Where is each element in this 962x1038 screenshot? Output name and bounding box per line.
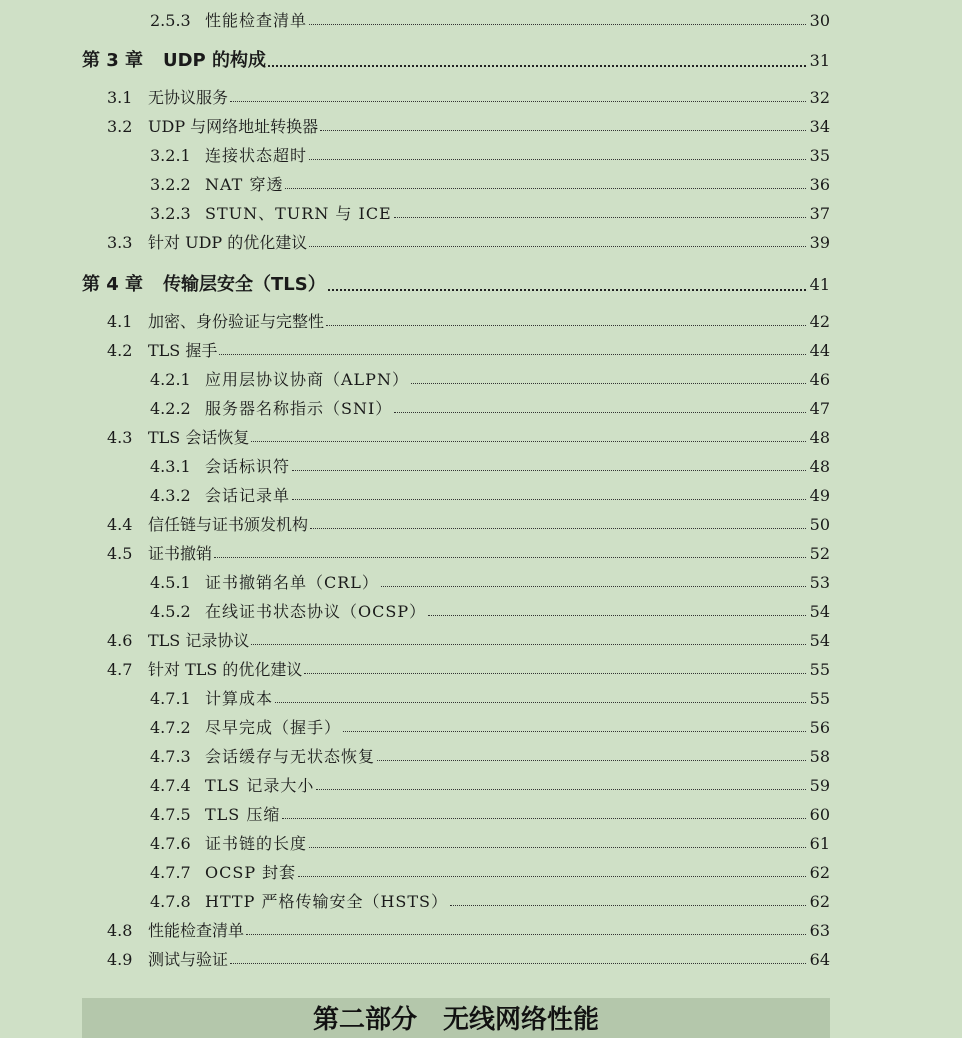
entry-title: TLS 握手: [148, 341, 218, 360]
entry-page-number: 54: [809, 631, 830, 650]
entry-page-number: 42: [809, 312, 830, 331]
dot-leader: [328, 289, 806, 291]
entry-number: 4.2: [107, 341, 133, 360]
toc-entry[interactable]: [0, 541, 830, 567]
dot-leader: [411, 383, 806, 384]
dot-leader: [394, 412, 806, 413]
entry-number: 4.7.7: [150, 863, 191, 882]
toc-entry[interactable]: [0, 744, 830, 770]
entry-title: 信任链与证书颁发机构: [148, 515, 309, 534]
entry-title: NAT 穿透: [205, 175, 284, 194]
toc-entry[interactable]: [0, 396, 830, 422]
dot-leader: [292, 470, 806, 471]
entry-title: 性能检查清单: [148, 921, 245, 940]
toc-entry[interactable]: [0, 570, 830, 596]
entry-number: 4.6: [107, 631, 133, 650]
chapter-entry[interactable]: [0, 272, 830, 298]
dot-leader: [309, 159, 806, 160]
entry-page-number: 49: [809, 486, 830, 505]
entry-title: 连接状态超时: [205, 146, 308, 165]
entry-title: 传输层安全（TLS）: [163, 274, 326, 295]
entry-page-number: 62: [809, 863, 830, 882]
dot-leader: [309, 246, 806, 247]
entry-page-number: 55: [809, 689, 830, 708]
entry-number: 2.5.3: [150, 11, 191, 30]
entry-page-number: 63: [809, 921, 830, 940]
dot-leader: [394, 217, 806, 218]
entry-page-number: 52: [809, 544, 830, 563]
entry-title: HTTP 严格传输安全（HSTS）: [205, 892, 448, 911]
chapter-entry[interactable]: [0, 48, 830, 74]
entry-page-number: 64: [809, 950, 830, 969]
toc-entry[interactable]: [0, 918, 830, 944]
entry-number: 4.9: [107, 950, 133, 969]
toc-entry[interactable]: [0, 715, 830, 741]
entry-number: 4.3: [107, 428, 133, 447]
toc-entry[interactable]: [0, 889, 830, 915]
entry-number: 4.7.5: [150, 805, 191, 824]
entry-number: 4.7: [107, 660, 133, 679]
part-banner: 第二部分 无线网络性能: [82, 998, 830, 1038]
toc-entry[interactable]: [0, 454, 830, 480]
toc-entry[interactable]: [0, 201, 830, 227]
entry-number: 4.7.1: [150, 689, 191, 708]
toc-entry[interactable]: [0, 8, 830, 34]
entry-page-number: 31: [809, 51, 830, 70]
entry-title: 尽早完成（握手）: [205, 718, 342, 737]
entry-page-number: 62: [809, 892, 830, 911]
dot-leader: [309, 24, 806, 25]
dot-leader: [320, 130, 806, 131]
entry-page-number: 34: [809, 117, 830, 136]
dot-leader: [309, 847, 806, 848]
toc-entry[interactable]: [0, 657, 830, 683]
toc-entry[interactable]: [0, 599, 830, 625]
entry-title: 证书链的长度: [205, 834, 308, 853]
entry-title: 计算成本: [205, 689, 274, 708]
toc-entry[interactable]: [0, 512, 830, 538]
entry-title: TLS 记录协议: [148, 631, 250, 650]
entry-number: 4.7.6: [150, 834, 191, 853]
toc-entry[interactable]: [0, 831, 830, 857]
entry-title: OCSP 封套: [205, 863, 297, 882]
entry-page-number: 36: [809, 175, 830, 194]
dot-leader: [214, 557, 806, 558]
dot-leader: [343, 731, 806, 732]
toc-entry[interactable]: [0, 860, 830, 886]
toc-entry[interactable]: [0, 143, 830, 169]
entry-page-number: 56: [809, 718, 830, 737]
entry-number: 3.2.1: [150, 146, 191, 165]
toc-entry[interactable]: [0, 483, 830, 509]
entry-page-number: 46: [809, 370, 830, 389]
toc-entry[interactable]: [0, 802, 830, 828]
dot-leader: [219, 354, 806, 355]
entry-title: 加密、身份验证与完整性: [148, 312, 325, 331]
entry-number: 4.1: [107, 312, 133, 331]
dot-leader: [268, 65, 806, 67]
dot-leader: [230, 963, 806, 964]
entry-number: 4.4: [107, 515, 133, 534]
entry-page-number: 35: [809, 146, 830, 165]
entry-number: 4.5.1: [150, 573, 191, 592]
entry-title: 会话记录单: [205, 486, 291, 505]
entry-page-number: 55: [809, 660, 830, 679]
dot-leader: [316, 789, 806, 790]
dot-leader: [275, 702, 806, 703]
entry-title: UDP 与网络地址转换器: [148, 117, 319, 136]
entry-title: UDP 的构成: [163, 50, 267, 71]
entry-page-number: 53: [809, 573, 830, 592]
dot-leader: [304, 673, 806, 674]
toc-entry[interactable]: [0, 230, 830, 256]
entry-number: 4.5.2: [150, 602, 191, 621]
dot-leader: [377, 760, 806, 761]
toc-entry[interactable]: [0, 947, 830, 973]
entry-number: 4.7.8: [150, 892, 191, 911]
toc-entry[interactable]: [0, 628, 830, 654]
entry-page-number: 37: [809, 204, 830, 223]
entry-number: 3.1: [107, 88, 133, 107]
entry-page-number: 32: [809, 88, 830, 107]
entry-title: 服务器名称指示（SNI）: [205, 399, 393, 418]
toc-entry[interactable]: [0, 686, 830, 712]
entry-number: 3.3: [107, 233, 133, 252]
dot-leader: [230, 101, 806, 102]
entry-page-number: 48: [809, 457, 830, 476]
entry-page-number: 50: [809, 515, 830, 534]
entry-number: 3.2: [107, 117, 133, 136]
entry-title: 会话标识符: [205, 457, 291, 476]
entry-title: 无协议服务: [148, 88, 229, 107]
toc-entry[interactable]: [0, 172, 830, 198]
entry-page-number: 30: [809, 11, 830, 30]
dot-leader: [251, 441, 806, 442]
entry-number: 3.2.2: [150, 175, 191, 194]
entry-page-number: 44: [809, 341, 830, 360]
entry-number: 4.5: [107, 544, 133, 563]
entry-page-number: 54: [809, 602, 830, 621]
dot-leader: [381, 586, 806, 587]
toc-entry[interactable]: [0, 309, 830, 335]
dot-leader: [251, 644, 806, 645]
entry-page-number: 48: [809, 428, 830, 447]
toc-entry[interactable]: [0, 773, 830, 799]
entry-number: 3.2.3: [150, 204, 191, 223]
dot-leader: [292, 499, 806, 500]
entry-title: TLS 会话恢复: [148, 428, 250, 447]
entry-title: 针对 UDP 的优化建议: [148, 233, 308, 252]
entry-page-number: 59: [809, 776, 830, 795]
entry-number: 第 3 章: [82, 50, 144, 71]
dot-leader: [326, 325, 806, 326]
entry-page-number: 41: [809, 275, 830, 294]
toc-entry[interactable]: [0, 338, 830, 364]
entry-title: 会话缓存与无状态恢复: [205, 747, 376, 766]
dot-leader: [285, 188, 806, 189]
entry-title: 性能检查清单: [205, 11, 308, 30]
entry-title: 应用层协议协商（ALPN）: [205, 370, 409, 389]
entry-number: 4.7.3: [150, 747, 191, 766]
entry-title: TLS 压缩: [205, 805, 281, 824]
toc-entry[interactable]: [0, 367, 830, 393]
entry-title: 证书撤销: [148, 544, 213, 563]
entry-number: 4.7.2: [150, 718, 191, 737]
entry-title: 针对 TLS 的优化建议: [148, 660, 303, 679]
dot-leader: [428, 615, 806, 616]
toc-entry[interactable]: [0, 425, 830, 451]
entry-number: 第 4 章: [82, 274, 144, 295]
entry-number: 4.8: [107, 921, 133, 940]
entry-number: 4.3.2: [150, 486, 191, 505]
entry-number: 4.2.2: [150, 399, 191, 418]
entry-page-number: 39: [809, 233, 830, 252]
dot-leader: [310, 528, 806, 529]
entry-title: 证书撤销名单（CRL）: [205, 573, 379, 592]
toc-entry[interactable]: [0, 114, 830, 140]
dot-leader: [298, 876, 806, 877]
entry-title: TLS 记录大小: [205, 776, 315, 795]
entry-title: 测试与验证: [148, 950, 229, 969]
entry-number: 4.2.1: [150, 370, 191, 389]
entry-page-number: 58: [809, 747, 830, 766]
entry-number: 4.3.1: [150, 457, 191, 476]
dot-leader: [450, 905, 806, 906]
entry-title: STUN、TURN 与 ICE: [205, 204, 392, 223]
toc-entry[interactable]: [0, 85, 830, 111]
entry-page-number: 61: [809, 834, 830, 853]
entry-page-number: 47: [809, 399, 830, 418]
entry-number: 4.7.4: [150, 776, 191, 795]
entry-page-number: 60: [809, 805, 830, 824]
entry-title: 在线证书状态协议（OCSP）: [205, 602, 427, 621]
dot-leader: [246, 934, 806, 935]
dot-leader: [282, 818, 806, 819]
